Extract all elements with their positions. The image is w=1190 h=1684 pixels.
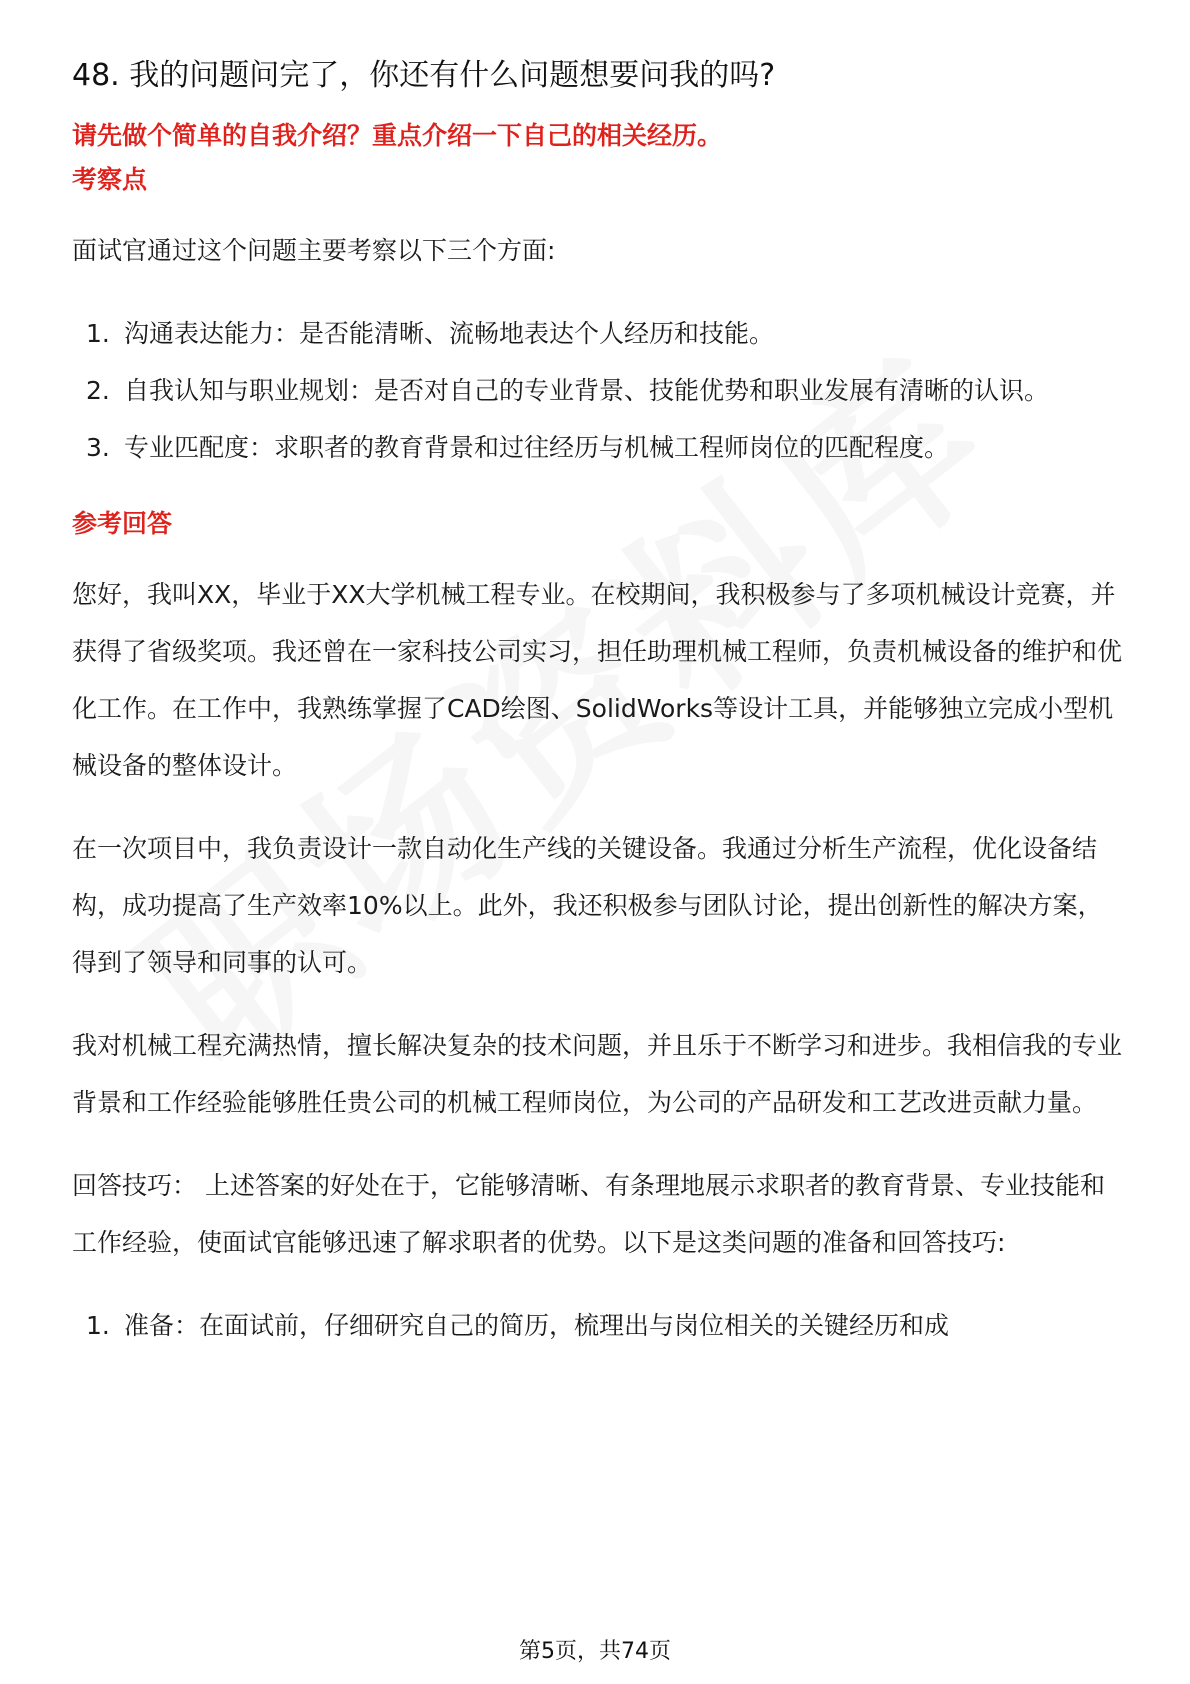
page-footer: 第5页，共74页 [519, 1639, 671, 1664]
list-item [72, 362, 1122, 419]
list-item-text: 沟通表达能力：是否能清晰、流畅地表达个人经历和技能。 [124, 319, 775, 348]
tips-paragraph: 回答技巧： 上述答案的好处在于，它能够清晰、有条理地展示求职者的教育背景、专业技能和工作经验，使面试官能够迅速了解求职者的优势。以下是这类问题的准备和回答技巧: [72, 1171, 1105, 1257]
question-title: 48. 我的问题问完了，你还有什么问题想要问我的吗? [72, 58, 776, 93]
list-item-text: 专业匹配度：求职者的教育背景和过往经历与机械工程师岗位的匹配程度。 [124, 433, 950, 462]
list-item-number: 1. [86, 1311, 110, 1340]
tips-list [72, 1297, 1122, 1354]
list-item-text: 准备：在面试前，仔细研究自己的简历，梳理出与岗位相关的关键经历和成 [124, 1311, 950, 1340]
list-item-number: 2. [86, 376, 110, 405]
answer-paragraph: 我对机械工程充满热情，擅长解决复杂的技术问题，并且乐于不断学习和进步。我相信我的专业背景和工作经验能够胜任贵公司的机械工程师岗位，为公司的产品研发和工艺改进贡献力量。 [72, 1031, 1123, 1117]
list-item [72, 419, 1122, 476]
focus-intro: 面试官通过这个问题主要考察以下三个方面: [72, 236, 556, 265]
section-heading-answer: 参考回答 [72, 509, 173, 538]
list-item-number: 1. [86, 319, 110, 348]
list-item [72, 1297, 1122, 1354]
list-item [72, 305, 1122, 362]
question-prompt: 请先做个简单的自我介绍？重点介绍一下自己的相关经历。 [72, 121, 723, 150]
section-heading-focus: 考察点 [72, 165, 148, 194]
focus-list [72, 305, 1122, 476]
list-item-number: 3. [86, 433, 110, 462]
answer-paragraph: 您好，我叫XX，毕业于XX大学机械工程专业。在校期间，我积极参与了多项机械设计竞赛，并获得了省级奖项。我还曾在一家科技公司实习，担任助理机械工程师，负责机械设备的维护和优化工作。在工作中，我熟练掌握了CAD绘图、SolidWorks等设计工具，并能够独立完成小型机械设备的整体设计。 [72, 580, 1123, 780]
answer-paragraph: 在一次项目中，我负责设计一款自动化生产线的关键设备。我通过分析生产流程，优化设备结构，成功提高了生产效率10%以上。此外，我还积极参与团队讨论，提出创新性的解决方案，得到了领导和同事的认可。 [72, 834, 1103, 977]
list-item-text: 自我认知与职业规划：是否对自己的专业背景、技能优势和职业发展有清晰的认识。 [124, 376, 1050, 405]
content-area [72, 52, 1122, 1380]
